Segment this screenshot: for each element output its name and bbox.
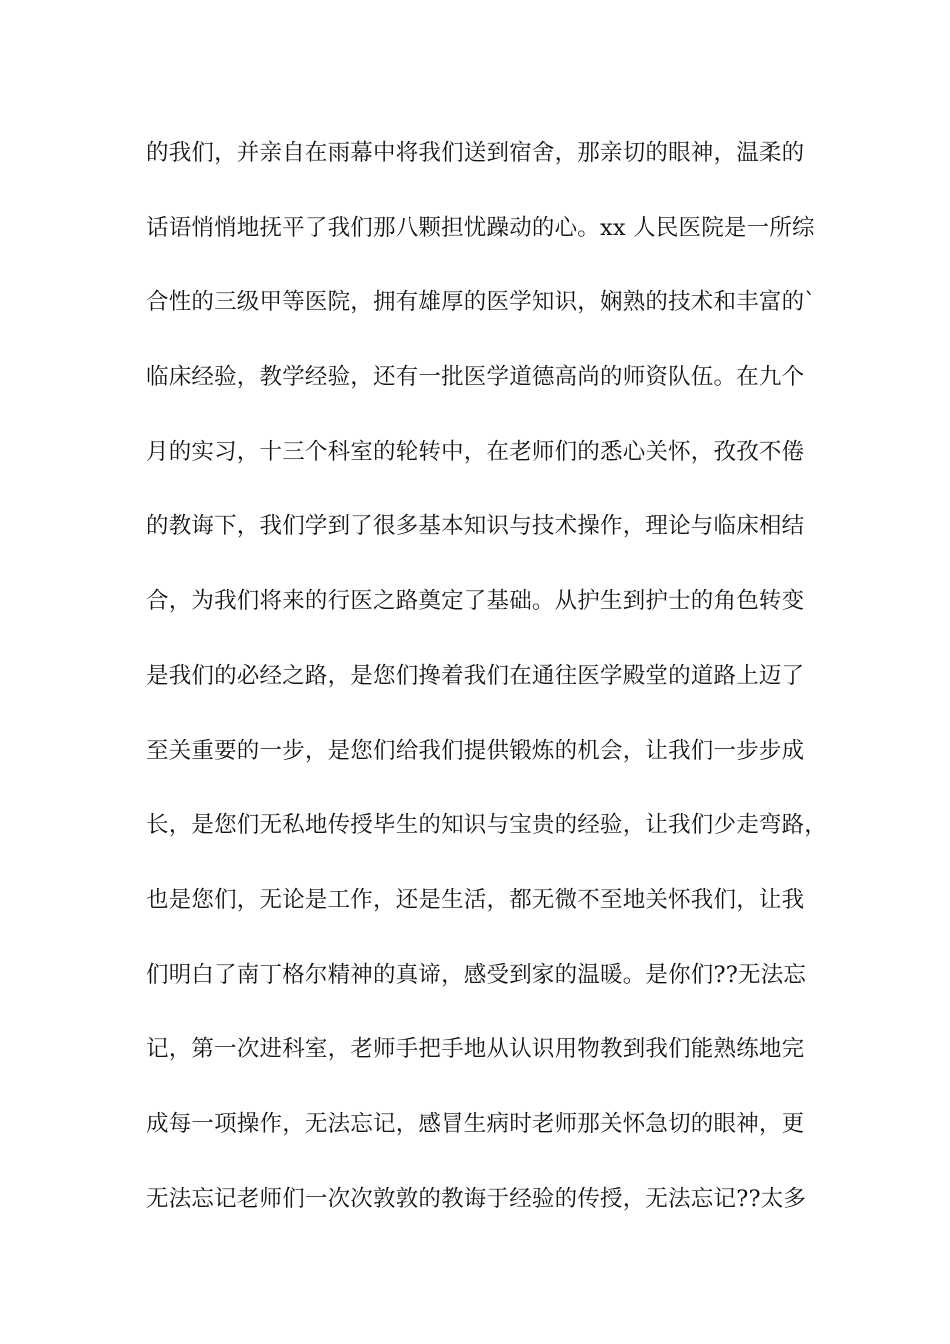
text-line: 合性的三级甲等医院，拥有雄厚的医学知识，娴熟的技术和丰富的` [146, 289, 816, 316]
text-line: 成每一项操作，无法忘记，感冒生病时老师那关怀急切的眼神，更 [146, 1110, 805, 1137]
text-line: 临床经验，教学经验，还有一批医学道德高尚的师资队伍。在九个 [146, 364, 805, 391]
text-line: 无法忘记老师们一次次敦敦的教诲于经验的传授，无法忘记??太多 [146, 1185, 807, 1212]
text-line: 的我们，并亲自在雨幕中将我们送到宿舍，那亲切的眼神，温柔的 [146, 140, 805, 166]
text-line: 们明白了南丁格尔精神的真谛，感受到家的温暖。是你们??无法忘 [146, 961, 807, 988]
text-line: 长，是您们无私地传授毕生的知识与宝贵的经验，让我们少走弯路， [146, 812, 828, 839]
text-line: 是我们的必经之路，是您们搀着我们在通往医学殿堂的道路上迈了 [146, 662, 805, 689]
text-line: 的教诲下，我们学到了很多基本知识与技术操作，理论与临床相结 [146, 513, 805, 540]
text-line: 记，第一次进科室，老师手把手地从认识用物教到我们能熟练地完 [146, 1036, 805, 1063]
text-line: 至关重要的一步，是您们给我们提供锻炼的机会，让我们一步步成 [146, 737, 805, 764]
text-line: 话语悄悄地抚平了我们那八颗担忧躁动的心。xx 人民医院是一所综 [146, 214, 815, 241]
text-line: 合，为我们将来的行医之路奠定了基础。从护生到护士的角色转变 [146, 588, 805, 615]
body-text [146, 131, 828, 1251]
text-line: 也是您们，无论是工作，还是生活，都无微不至地关怀我们，让我 [146, 886, 805, 913]
text-line: 月的实习，十三个科室的轮转中，在老师们的悉心关怀，孜孜不倦 [146, 438, 805, 465]
